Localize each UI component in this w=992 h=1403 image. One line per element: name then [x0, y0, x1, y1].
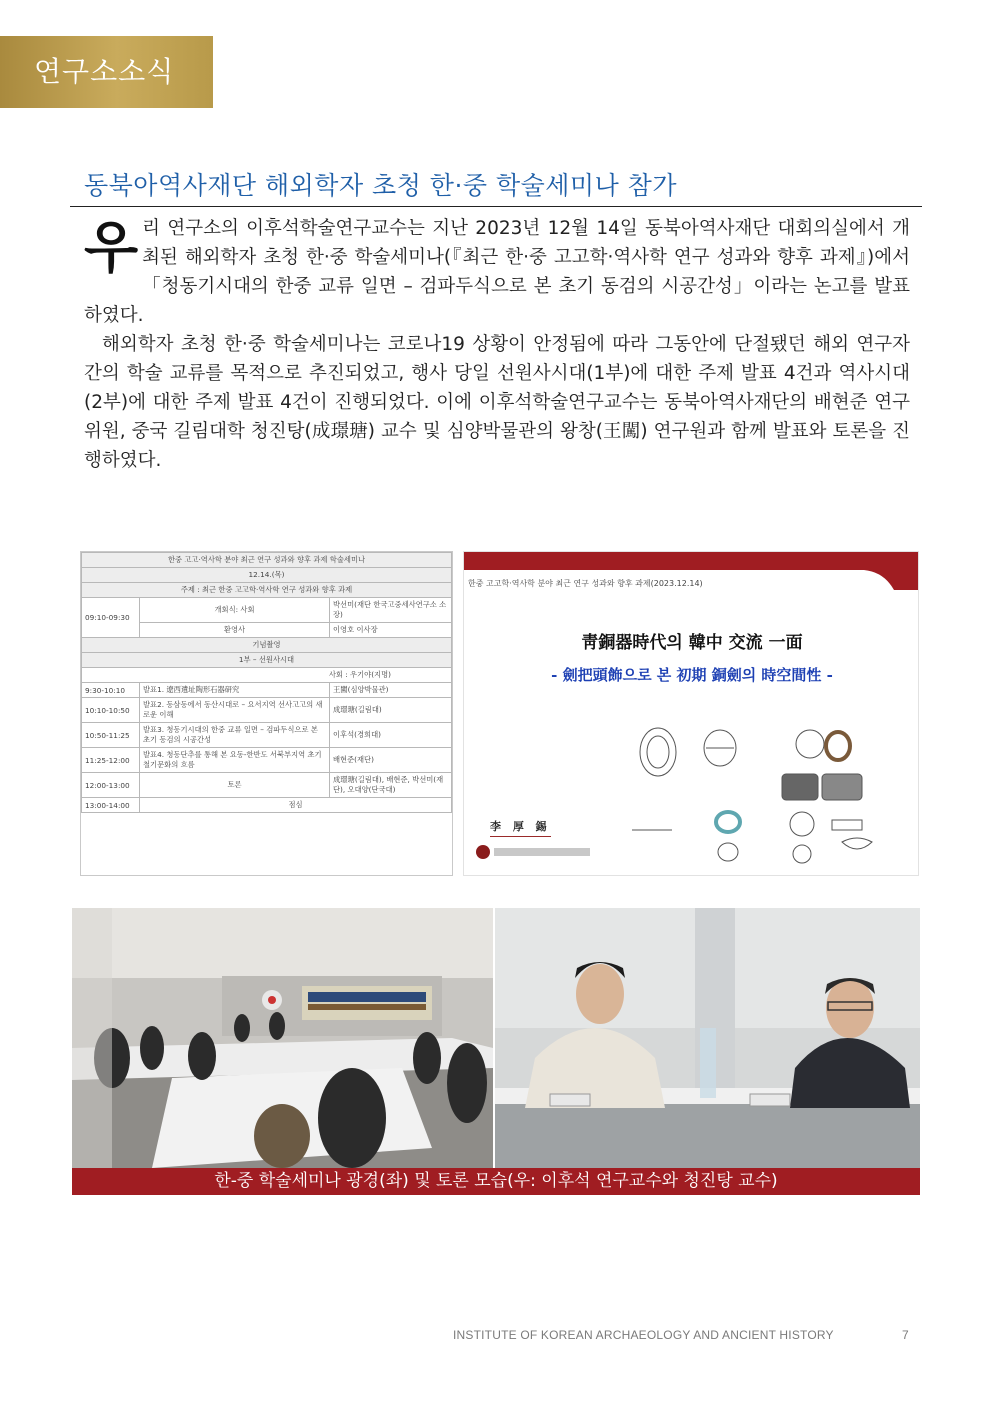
title-divider	[70, 206, 922, 207]
schedule-image	[80, 551, 453, 876]
schedule-theme: 주제 : 최근 한중 고고학·역사학 연구 성과와 향후 과제	[82, 583, 452, 598]
schedule-cell: 개회식: 사회	[140, 598, 330, 623]
article-title: 동북아역사재단 해외학자 초청 한·중 학술세미나 참가	[84, 171, 677, 200]
paragraph-1: 리 연구소의 이후석학술연구교수는 지난 2023년 12월 14일 동북아역사재단 대회의실에서 개최된 해외학자 초청 한·중 학술세미나(『최근 한·중 고고학·역사학 연구 성과와 향후 과제』)에서 「청동기시대의 한중 교류 일면 – 검파두식으로 본 초기 동검의 시공간성」이라는 논고를 발표하였다.	[84, 218, 910, 326]
table-row	[82, 683, 452, 698]
schedule-cell: 발표2. 동삼동에서 동산시대로 – 요서지역 선사고고의 새로운 이해	[140, 698, 330, 723]
schedule-cell: 成璟瑭(길림대)	[330, 698, 452, 723]
footer-institute: INSTITUTE OF KOREAN ARCHAEOLOGY AND ANCIENT HISTORY	[453, 1328, 834, 1342]
schedule-cell: 발표1. 遼西遺址陶形石器研究	[140, 683, 330, 698]
schedule-cell: 환영사	[140, 623, 330, 638]
table-row	[82, 773, 452, 798]
schedule-cell: 토론	[140, 773, 330, 798]
slide-subtitle: - 劍把頭飾으로 본 初期 銅劍의 時空間性 -	[551, 666, 833, 684]
table-row	[82, 698, 452, 723]
slide-meta: 한중 고고학·역사학 분야 최근 연구 성과와 향후 과제(2023.12.14)	[468, 579, 703, 588]
presentation-slide-image	[463, 551, 919, 876]
schedule-table	[81, 552, 452, 813]
discussion-photo	[495, 908, 920, 1168]
part1-header: 1부 – 선원사시대	[82, 653, 452, 668]
schedule-cell: 12:00-13:00	[82, 773, 140, 798]
slide-title: 靑銅器時代의 韓中 交流 一面	[581, 633, 803, 653]
photo-caption: 한-중 학술세미나 광경(좌) 및 토론 모습(우: 이후석 연구교수와 청진탕 교수)	[72, 1168, 920, 1195]
schedule-cell: 기념촬영	[82, 638, 452, 653]
artifact-drawings	[632, 712, 912, 872]
schedule-cell: 10:10-10:50	[82, 698, 140, 723]
schedule-cell: 발표4. 청동단추를 통해 본 요동-한반도 서북부지역 초기철기문화의 흐름	[140, 748, 330, 773]
schedule-cell: 배현준(재단)	[330, 748, 452, 773]
moderator: 사회 : 우기야(지명)	[82, 668, 452, 683]
paragraph-2: 해외학자 초청 한·중 학술세미나는 코로나19 상황이 안정됨에 따라 그동안에 단절됐던 해외 연구자 간의 학술 교류를 목적으로 추진되었고, 행사 당일 선원사시대(1부)에 대한 주제 발표 4건과 역사시대(2부)에 대한 주제 발표 4건이 진행되었다. 이에 이후석학술연구교수는 동북아역사재단의 배현준 연구위원, 중국 길림대학 청진탕(成璟瑭) 교수 및 심양박물관의 왕창(王闖) 연구원과 함께 발표와 토론을 진행하였다.	[84, 334, 910, 471]
slide-author: 李 厚 錫	[490, 818, 551, 837]
schedule-date: 12.14.(목)	[82, 568, 452, 583]
schedule-cell: 이영호 이사장	[330, 623, 452, 638]
schedule-cell: 점심	[140, 798, 452, 813]
schedule-cell: 발표3. 청동기시대의 한중 교류 일면 – 검파두식으로 본 초기 동검의 시공간성	[140, 723, 330, 748]
schedule-cell: 10:50-11:25	[82, 723, 140, 748]
seminar-photo	[72, 908, 493, 1168]
schedule-cell: 11:25-12:00	[82, 748, 140, 773]
schedule-cell: 13:00-14:00	[82, 798, 140, 813]
article-body	[84, 214, 910, 475]
drop-cap: 우	[84, 216, 139, 281]
schedule-title: 한중 고고·역사학 분야 최근 연구 성과와 향후 과제 학술세미나	[82, 553, 452, 568]
table-row	[82, 798, 452, 813]
schedule-cell: 9:30-10:10	[82, 683, 140, 698]
schedule-cell: 박선미(재단 한국고중세사연구소 소장)	[330, 598, 452, 623]
page-number: 7	[902, 1328, 909, 1342]
schedule-cell: 王闖(심양박물관)	[330, 683, 452, 698]
schedule-cell: 成璟瑭(길림대), 배현준, 박선미(재단), 오대양(단국대)	[330, 773, 452, 798]
table-row	[82, 723, 452, 748]
table-row	[82, 748, 452, 773]
opening-time: 09:10-09:30	[82, 598, 140, 638]
institute-logo	[474, 842, 594, 862]
schedule-cell: 이후석(경희대)	[330, 723, 452, 748]
section-tab: 연구소소식	[0, 36, 213, 108]
